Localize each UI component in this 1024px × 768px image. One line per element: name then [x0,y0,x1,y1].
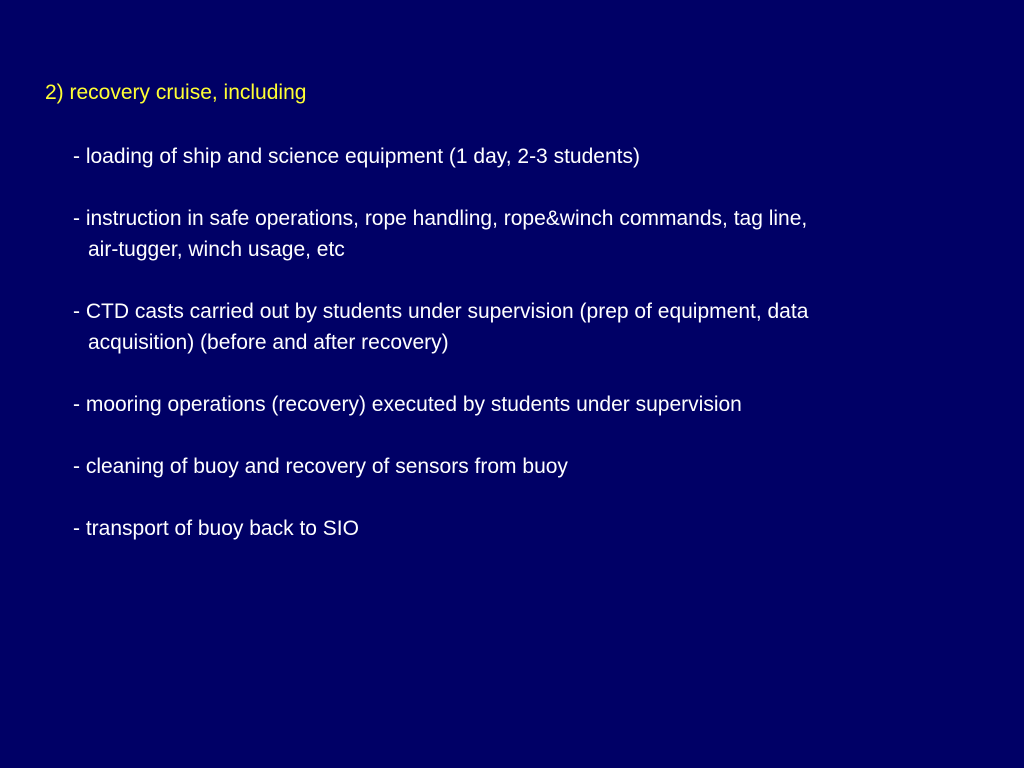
bullet-text: - transport of buoy back to SIO [73,517,359,540]
bullet-item-instruction [73,203,993,265]
bullet-item-mooring [73,389,993,420]
bullet-text-continuation: acquisition) (before and after recovery) [88,331,449,354]
bullet-text: - instruction in safe operations, rope handling, rope&winch commands, tag line, [73,207,808,230]
bullet-item-cleaning [73,451,993,482]
bullet-text-continuation: air-tugger, winch usage, etc [88,238,345,261]
bullet-text: - mooring operations (recovery) executed by students under supervision [73,393,742,416]
bullet-text: - CTD casts carried out by students under supervision (prep of equipment, data [73,300,809,323]
slide-heading: 2) recovery cruise, including [45,81,307,104]
bullet-item-loading [73,141,993,172]
bullet-item-ctd-casts [73,296,993,358]
bullet-text: - cleaning of buoy and recovery of sensors from buoy [73,455,568,478]
bullet-item-transport [73,513,993,544]
bullet-text: - loading of ship and science equipment (1 day, 2-3 students) [73,145,640,168]
bullet-list [73,141,993,544]
